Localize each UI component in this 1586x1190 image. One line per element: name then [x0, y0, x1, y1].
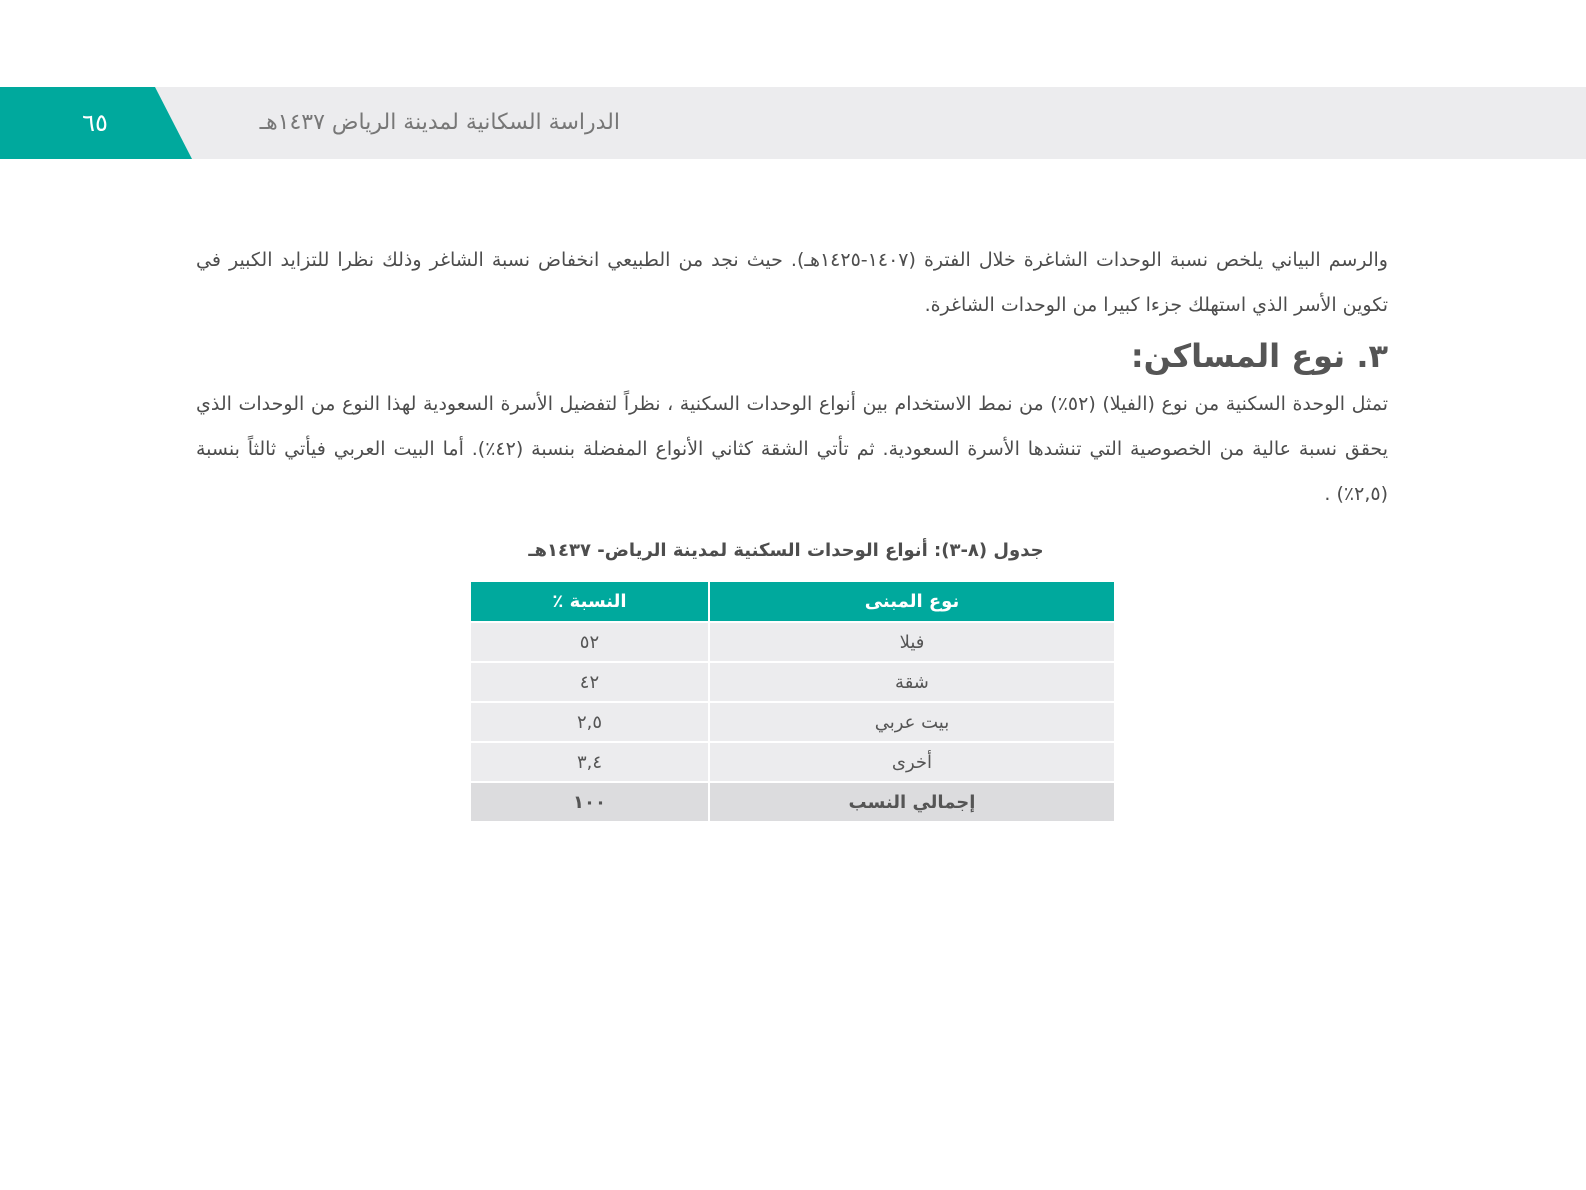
- running-header-title: الدراسة السكانية لمدينة الرياض ١٤٣٧هـ: [259, 110, 620, 135]
- cell-percent: ٤٢: [471, 662, 709, 702]
- cell-type: شقة: [709, 662, 1114, 702]
- section-title: ٣. نوع المساكن:: [1130, 337, 1388, 375]
- column-header-percent: النسبة ٪: [471, 582, 709, 622]
- page-number: ٦٥: [82, 109, 108, 137]
- table-row: [471, 742, 1114, 782]
- cell-type: بيت عربي: [709, 702, 1114, 742]
- cell-total-percent: ١٠٠: [471, 782, 709, 821]
- column-header-type: نوع المبنى: [709, 582, 1114, 622]
- cell-type: أخرى: [709, 742, 1114, 782]
- cell-percent: ٣,٤: [471, 742, 709, 782]
- table-row: [471, 662, 1114, 702]
- table-total-row: [471, 782, 1114, 821]
- table-row: [471, 622, 1114, 662]
- cell-percent: ٢,٥: [471, 702, 709, 742]
- table-caption: جدول (٨-٣): أنواع الوحدات السكنية لمدينة الرياض- ١٤٣٧هـ: [528, 540, 1044, 561]
- cell-type: فيلا: [709, 622, 1114, 662]
- housing-types-paragraph: تمثل الوحدة السكنية من نوع (الفيلا) (٥٢٪) من نمط الاستخدام بين أنواع الوحدات السكنية ، نظراً لتفضيل الأسرة السعودية لهذا النوع من الوحدات الذي يحقق نسبة عالية من الخصوصية التي تنشدها الأسرة السعودية. ثم تأتي الشقة كثاني الأنواع المفضلة بنسبة (٤٢٪). أما البيت العربي فيأتي ثالثاً بنسبة (٢,٥٪) .: [196, 393, 1389, 505]
- intro-paragraph: والرسم البياني يلخص نسبة الوحدات الشاغرة خلال الفترة (١٤٠٧-١٤٢٥هـ). حيث نجد من الطبيعي انخفاض نسبة الشاغر وذلك نظرا للتزايد الكبير في تكوين الأسر الذي استهلك جزءا كبيرا من الوحدات الشاغرة.: [196, 249, 1388, 316]
- cell-total-label: إجمالي النسب: [709, 782, 1114, 821]
- table-row: [471, 702, 1114, 742]
- housing-types-table: [471, 582, 1114, 821]
- cell-percent: ٥٢: [471, 622, 709, 662]
- table-header-row: [471, 582, 1114, 622]
- main-content: [196, 238, 1388, 517]
